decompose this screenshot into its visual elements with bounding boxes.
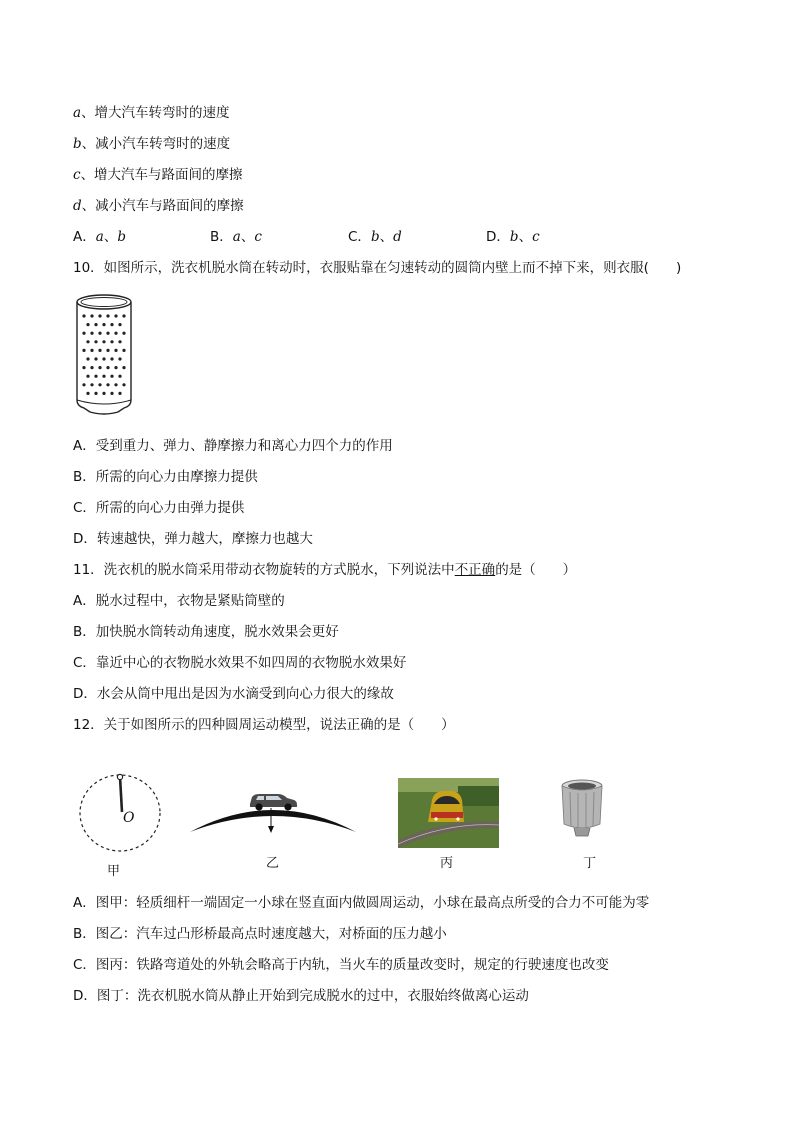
q11-underlined-keyword: 不正确 [454, 562, 496, 578]
q11-option-b: B．加快脱水筒转动角速度，脱水效果会更好 [73, 624, 339, 640]
q12-option-a: A．图甲：轻质细杆一端固定一小球在竖直面内做圆周运动，小球在最高点所受的合力不可能为零 [73, 895, 650, 911]
drum-hole [102, 375, 105, 378]
drum-hole [94, 357, 97, 360]
figure-yi-arched-bridge [188, 786, 358, 838]
drum-hole [90, 349, 93, 352]
q11-option-c: C．靠近中心的衣物脱水效果不如四周的衣物脱水效果好 [73, 655, 407, 671]
drum-hole [114, 349, 117, 352]
drum-hole [118, 375, 121, 378]
drum-hole [122, 332, 125, 335]
figure-ding-drum-photo [556, 778, 608, 838]
drum-hole [86, 340, 89, 343]
q10-stem: 10．如图所示，洗衣机脱水筒在转动时，衣服贴靠在匀速转动的圆筒内壁上而不掉下来，则衣服( ) [73, 260, 682, 276]
drum-hole [110, 340, 113, 343]
drum-hole [110, 392, 113, 395]
q10-option-d: D．转速越快，弹力越大，摩擦力也越大 [73, 531, 313, 547]
q12-option-d: D．图丁：洗衣机脱水筒从静止开始到完成脱水的过中，衣服始终做离心运动 [73, 988, 529, 1004]
figure-bing-caption: 丙 [440, 856, 454, 871]
q12-stem: 12．关于如图所示的四种圆周运动模型，说法正确的是（ ） [73, 717, 455, 733]
drum-hole [122, 366, 125, 369]
prev-option-c: c、增大汽车与路面间的摩擦 [73, 167, 243, 183]
spin-drum-figure [72, 292, 136, 418]
drum-hole [106, 349, 109, 352]
drum-hole [114, 332, 117, 335]
drum-hole [106, 366, 109, 369]
prev-option-a: a、增大汽车转弯时的速度 [73, 105, 230, 121]
prev-option-d: d、减小汽车与路面间的摩擦 [73, 198, 244, 214]
drum-hole [90, 366, 93, 369]
drum-hole [94, 392, 97, 395]
prev-choice-b: B．a、c [210, 229, 262, 245]
q11-option-d: D．水会从筒中甩出是因为水滴受到向心力很大的缘故 [73, 686, 394, 702]
drum-hole [106, 332, 109, 335]
drum-hole [86, 392, 89, 395]
figure-jia-center-label: O [123, 810, 135, 826]
drum-hole [82, 383, 85, 386]
q11-stem: 11．洗衣机的脱水筒采用带动衣物旋转的方式脱水，下列说法中不正确的是（ ） [73, 562, 577, 578]
drum-hole [86, 375, 89, 378]
drum-hole [98, 314, 101, 317]
drum-hole [110, 323, 113, 326]
drum-hole [106, 314, 109, 317]
drum-hole [102, 357, 105, 360]
drum-hole [114, 314, 117, 317]
drum-hole [94, 323, 97, 326]
figure-ding-caption: 丁 [583, 856, 597, 871]
figure-bing-train-photo [398, 778, 499, 848]
drum-hole [102, 392, 105, 395]
drum-hole [90, 383, 93, 386]
drum-hole [82, 314, 85, 317]
q10-option-b: B．所需的向心力由摩擦力提供 [73, 469, 258, 485]
drum-hole [86, 323, 89, 326]
figure-yi-caption: 乙 [266, 856, 280, 871]
drum-hole [122, 383, 125, 386]
drum-hole [98, 366, 101, 369]
drum-hole [90, 314, 93, 317]
prev-choice-a: A．a、b [73, 229, 126, 245]
drum-hole [82, 349, 85, 352]
drum-hole [122, 349, 125, 352]
drum-hole [118, 357, 121, 360]
drum-hole [94, 375, 97, 378]
drum-hole [98, 332, 101, 335]
drum-hole [114, 366, 117, 369]
q12-option-c: C．图丙：铁路弯道处的外轨会略高于内轨，当火车的质量改变时，规定的行驶速度也改变 [73, 957, 609, 973]
drum-hole [118, 392, 121, 395]
drum-hole [98, 349, 101, 352]
drum-hole [114, 383, 117, 386]
drum-hole [102, 340, 105, 343]
drum-hole [90, 332, 93, 335]
q10-option-c: C．所需的向心力由弹力提供 [73, 500, 245, 516]
drum-hole [118, 323, 121, 326]
drum-hole [118, 340, 121, 343]
prev-option-b: b、减小汽车转弯时的速度 [73, 136, 231, 152]
car-icon [250, 794, 297, 811]
drum-hole [110, 375, 113, 378]
drum-hole [98, 383, 101, 386]
drum-hole [102, 323, 105, 326]
prev-choice-c: C．b、d [348, 229, 402, 245]
drum-hole [82, 366, 85, 369]
q12-option-b: B．图乙：汽车过凸形桥最高点时速度越大，对桥面的压力越小 [73, 926, 447, 942]
drum-hole [110, 357, 113, 360]
drum-hole [82, 332, 85, 335]
figure-jia-vertical-circle [78, 772, 164, 854]
drum-hole [86, 357, 89, 360]
prev-choice-d: D．b、c [486, 229, 540, 245]
drum-hole [122, 314, 125, 317]
drum-hole [94, 340, 97, 343]
figure-jia-caption: 甲 [107, 864, 121, 879]
q10-option-a: A．受到重力、弹力、静摩擦力和离心力四个力的作用 [73, 438, 393, 454]
drum-hole [106, 383, 109, 386]
q11-option-a: A．脱水过程中，衣物是紧贴筒壁的 [73, 593, 285, 609]
